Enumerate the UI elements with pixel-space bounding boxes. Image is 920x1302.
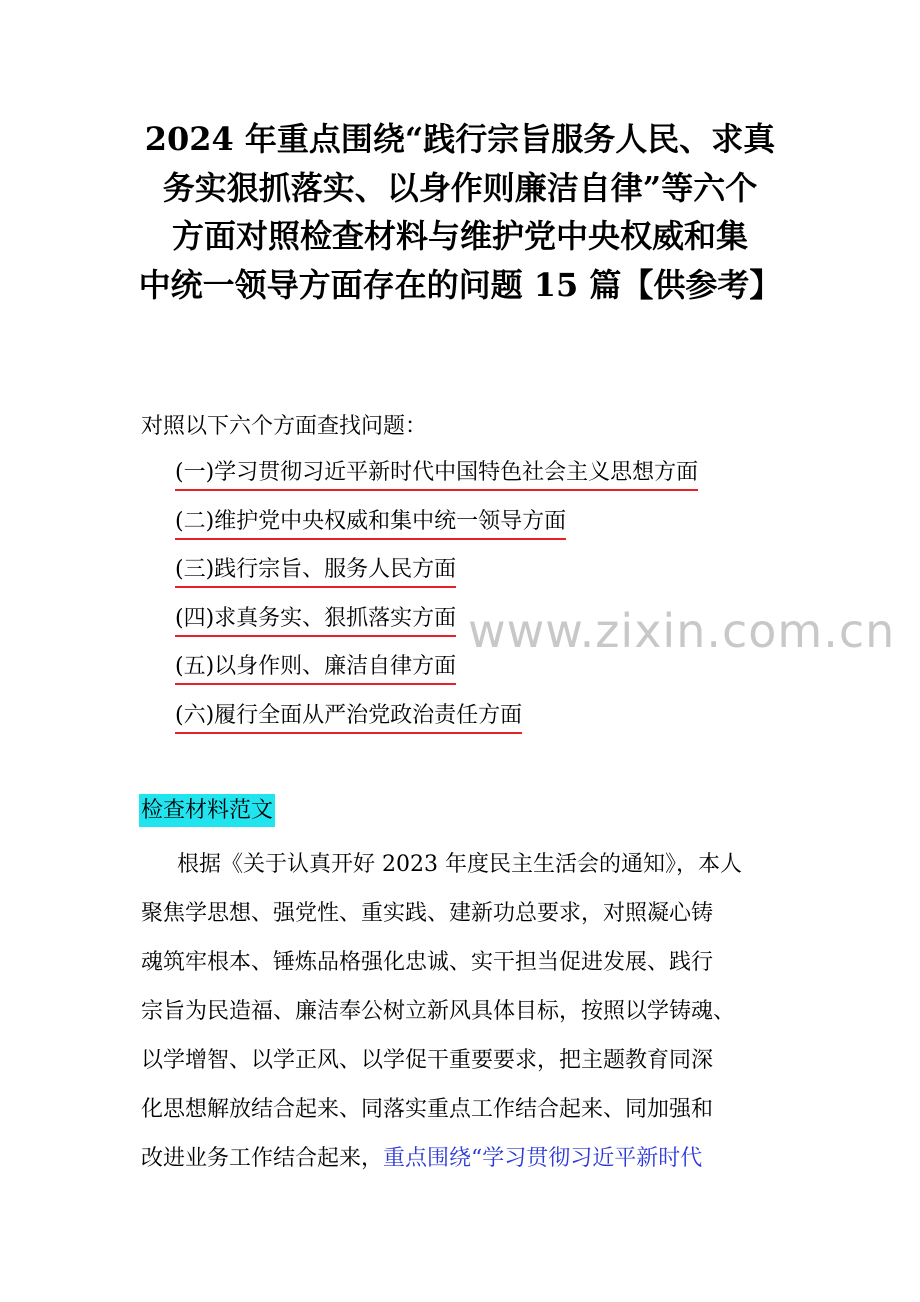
aspect-item — [175, 555, 698, 604]
aspect-item-label: (四)求真务实、狠抓落实方面 — [175, 604, 456, 637]
watermark: www.zixin.com.cn — [468, 604, 896, 658]
aspect-item-label: (六)履行全面从严治党政治责任方面 — [175, 701, 522, 734]
aspect-item — [175, 701, 698, 750]
paragraph-line: 宗旨为民造福、廉洁奉公树立新风具体目标，按照以学铸魂、 — [141, 999, 736, 1024]
aspect-item — [175, 652, 698, 701]
paragraph-text: 改进业务工作结合起来， — [141, 1146, 384, 1171]
paragraph-line: 根据《关于认真开好 2023 年度民主生活会的通知》，本人 — [177, 852, 742, 877]
aspect-item-label: (一)学习贯彻习近平新时代中国特色社会主义思想方面 — [175, 458, 698, 491]
aspect-item-label: (三)践行宗旨、服务人民方面 — [175, 555, 456, 588]
paragraph-line: 魂筑牢根本、锤炼品格强化忠诚、实干担当促进发展、践行 — [141, 950, 714, 975]
intro-text: 对照以下六个方面查找问题： — [141, 414, 428, 439]
paragraph-line: 聚焦学思想、强党性、重实践、建新功总要求，对照凝心铸 — [141, 901, 714, 926]
title-line: 务实狠抓落实、以身作则廉洁自律”等六个 — [162, 168, 758, 207]
aspect-item-label: (二)维护党中央权威和集中统一领导方面 — [175, 507, 566, 540]
paragraph-line — [141, 1134, 781, 1183]
highlighted-text: 重点围绕“学习贯彻习近平新时代 — [383, 1146, 703, 1171]
paragraph-line: 化思想解放结合起来、同落实重点工作结合起来、同加强和 — [141, 1097, 714, 1122]
document-title — [120, 115, 800, 309]
aspect-item — [175, 458, 698, 507]
paragraph-line: 以学增智、以学正风、以学促干重要要求，把主题教育同深 — [141, 1048, 714, 1073]
title-line: 2024 年重点围绕“践行宗旨服务人民、求真 — [144, 120, 776, 158]
title-line: 中统一领导方面存在的问题 15 篇【供参考】 — [138, 265, 782, 304]
section-title: 检查材料范文 — [139, 794, 275, 827]
title-line: 方面对照检查材料与维护党中央权威和集 — [171, 217, 748, 255]
aspect-item-label: (五)以身作则、廉洁自律方面 — [175, 652, 456, 685]
aspect-item — [175, 507, 698, 556]
body-paragraph — [141, 840, 781, 1183]
